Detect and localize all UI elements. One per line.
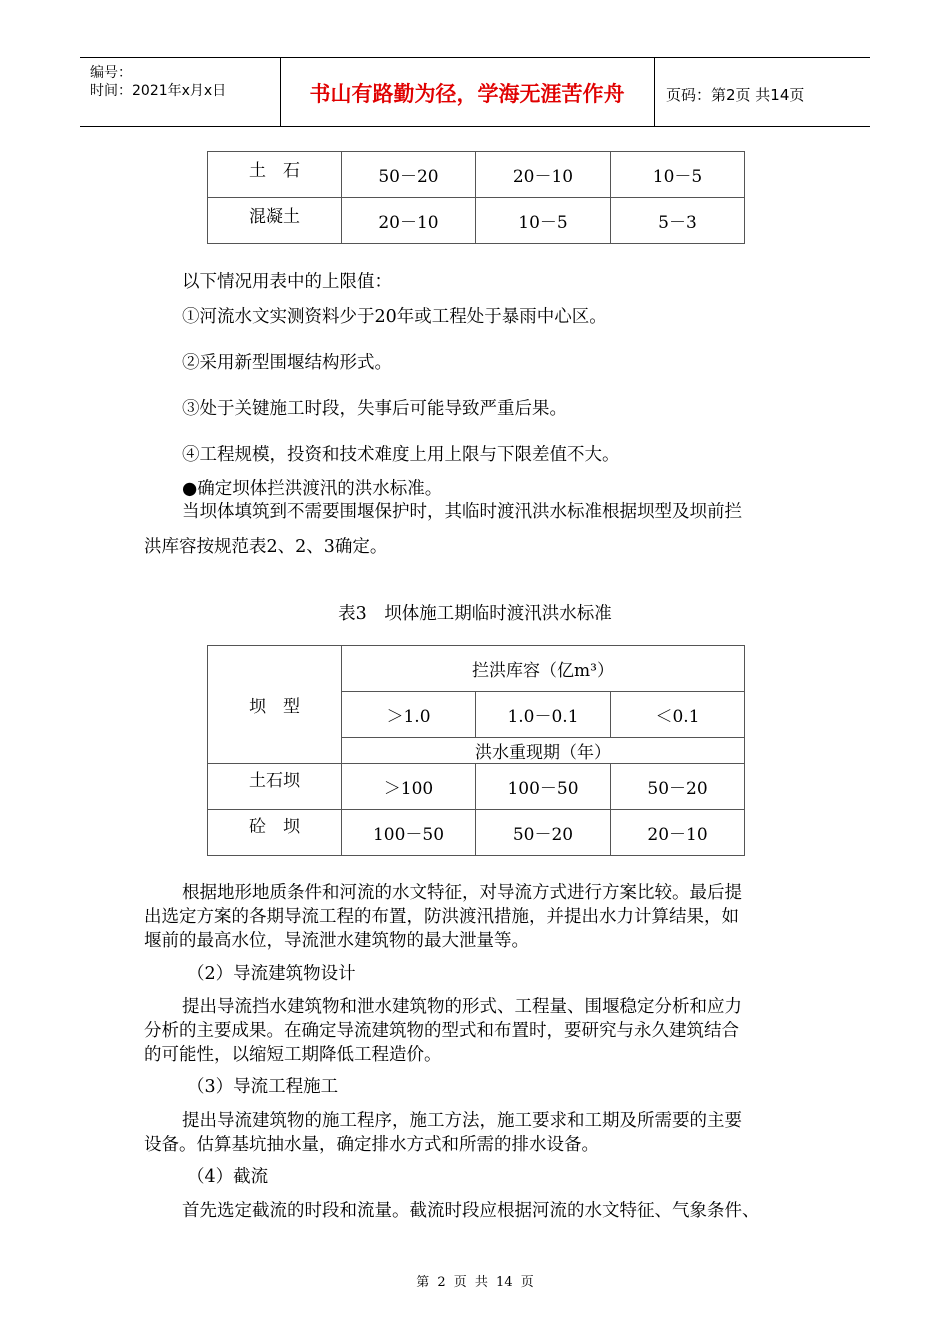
capacity-header: 拦洪库容（亿m³） [342,646,745,692]
capacity-range: ＜0.1 [611,692,745,738]
table-cell: 20－10 [611,810,745,856]
table-cell: 50－20 [342,152,476,198]
table-cell: 5－3 [611,198,745,244]
paragraph: 分析的主要成果。在确定导流建筑物的型式和布置时，要研究与永久建筑结合 [144,1021,739,1041]
table-cell: 10－5 [476,198,611,244]
paragraph: 提出导流建筑物的施工程序，施工方法，施工要求和工期及所需要的主要 [182,1111,742,1131]
table-cell: ＞100 [342,764,476,810]
list-item: ②采用新型围堰结构形式。 [182,353,392,373]
paragraph: 设备。估算基坑抽水量，确定排水方式和所需的排水设备。 [144,1135,599,1155]
table-header-row [208,646,745,692]
table-row [208,152,745,198]
header-motto: 书山有路勤为径，学海无涯苦作舟 [309,82,625,106]
bullet-item: ●确定坝体拦洪渡汛的洪水标准。 [182,479,443,499]
row-label: 砼 坝 [208,810,342,856]
table-caption: 表3 坝体施工期临时渡汛洪水标准 [338,604,612,624]
header-divider [654,58,655,126]
row-label: 土 石 [208,152,342,198]
paragraph: 以下情况用表中的上限值： [182,272,392,292]
header-number: 编号： [90,65,132,81]
paragraph: 洪库容按规范表2、2、3确定。 [144,537,388,557]
table-row [208,810,745,856]
paragraph: 当坝体填筑到不需要围堰保护时，其临时渡汛洪水标准根据坝型及坝前拦 [182,502,742,522]
dam-flood-standard-table [207,645,745,856]
dam-type-header: 坝 型 [208,646,342,764]
page-header [80,57,870,127]
table-cell: 100－50 [476,764,611,810]
list-item: ③处于关键施工时段，失事后可能导致严重后果。 [182,399,567,419]
table-cell: 20－10 [342,198,476,244]
header-page: 页码：第2页 共14页 [666,86,805,104]
section-title: （3）导流工程施工 [187,1077,339,1097]
paragraph: 首先选定截流的时段和流量。截流时段应根据河流的水文特征、气象条件、 [182,1201,760,1221]
section-title: （2）导流建筑物设计 [187,964,356,984]
table-cell: 20－10 [476,152,611,198]
header-time: 时间：2021年x月x日 [90,83,227,99]
paragraph: 出选定方案的各期导流工程的布置，防洪渡汛措施，并提出水力计算结果，如 [144,907,739,927]
section-title: （4）截流 [187,1167,269,1187]
page-footer: 第 2 页 共 14 页 [416,1275,534,1290]
table-cell: 10－5 [611,152,745,198]
table-cell: 100－50 [342,810,476,856]
capacity-range: ＞1.0 [342,692,476,738]
return-period-header: 洪水重现期（年） [342,738,745,764]
capacity-range: 1.0－0.1 [476,692,611,738]
row-label: 土石坝 [208,764,342,810]
list-item: ④工程规模，投资和技术难度上用上限与下限差值不大。 [182,445,620,465]
table-cell: 50－20 [611,764,745,810]
paragraph: 根据地形地质条件和河流的水文特征，对导流方式进行方案比较。最后提 [182,883,742,903]
paragraph: 的可能性，以缩短工期降低工程造价。 [144,1045,442,1065]
flood-standard-table-continued [207,151,745,244]
table-cell: 50－20 [476,810,611,856]
table-row [208,764,745,810]
paragraph: 堰前的最高水位，导流泄水建筑物的最大泄量等。 [144,931,529,951]
row-label: 混凝土 [208,198,342,244]
table-row [208,198,745,244]
list-item: ①河流水文实测资料少于20年或工程处于暴雨中心区。 [182,307,607,327]
paragraph: 提出导流挡水建筑物和泄水建筑物的形式、工程量、围堰稳定分析和应力 [182,997,742,1017]
